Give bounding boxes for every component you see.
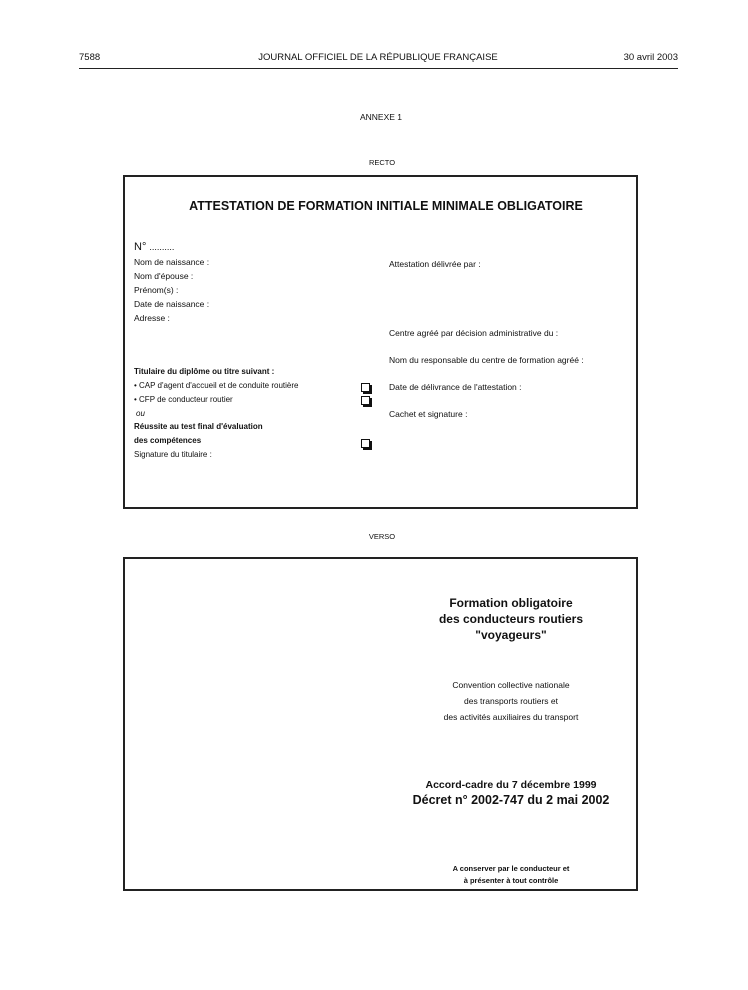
field-issue-date: Date de délivrance de l'attestation : xyxy=(389,382,522,392)
checkbox-cap[interactable] xyxy=(361,383,370,392)
verso-heading-line-1: Formation obligatoire xyxy=(449,596,573,610)
number-label: N° xyxy=(134,241,147,253)
holder-signature: Signature du titulaire : xyxy=(134,450,212,459)
footer-line-2: à présenter à tout contrôle xyxy=(463,876,559,885)
field-approved-center: Centre agréé par décision administrative du : xyxy=(389,328,559,338)
footer-note xyxy=(453,863,570,887)
convention-line-2: des transports routiers et xyxy=(463,696,558,706)
diploma-option-cfp: • CFP de conducteur routier xyxy=(134,395,233,404)
test-line-2: des compétences xyxy=(134,436,202,445)
convention-block xyxy=(444,677,579,725)
recto-card xyxy=(123,175,638,509)
recto-title: ATTESTATION DE FORMATION INITIALE MINIMALE OBLIGATOIRE xyxy=(189,199,583,213)
page-number: 7588 xyxy=(79,52,101,63)
field-stamp-signature: Cachet et signature : xyxy=(389,409,468,419)
annex-title: ANNEXE 1 xyxy=(359,112,403,122)
recto-label: RECTO xyxy=(368,158,396,167)
or-word: ou xyxy=(136,409,145,418)
checkbox-test[interactable] xyxy=(361,439,370,448)
decree-reference: Décret n° 2002-747 du 2 mai 2002 xyxy=(412,793,610,807)
test-line-1: Réussite au test final d'évaluation xyxy=(134,422,263,431)
verso-heading-line-2: des conducteurs routiers xyxy=(438,612,584,626)
number-value: .......... xyxy=(149,242,175,252)
field-issued-by: Attestation délivrée par : xyxy=(389,259,481,269)
verso-label: VERSO xyxy=(368,532,396,541)
field-birth-name: Nom de naissance : xyxy=(134,257,210,267)
accord-cadre: Accord-cadre du 7 décembre 1999 xyxy=(425,779,597,791)
diploma-option-cap: • CAP d'agent d'accueil et de conduite routière xyxy=(134,381,299,390)
field-center-manager: Nom du responsable du centre de formation agréé : xyxy=(389,355,584,365)
verso-heading xyxy=(439,595,583,643)
field-first-names: Prénom(s) : xyxy=(134,285,179,295)
convention-line-3: des activités auxiliaires du transport xyxy=(443,712,579,722)
checkbox-cfp[interactable] xyxy=(361,396,370,405)
journal-title: JOURNAL OFFICIEL DE LA RÉPUBLIQUE FRANÇAISE xyxy=(258,52,498,63)
convention-line-1: Convention collective nationale xyxy=(452,680,570,690)
verso-heading-line-3: "voyageurs" xyxy=(475,628,547,642)
footer-line-1: A conserver par le conducteur et xyxy=(452,864,570,873)
diploma-heading: Titulaire du diplôme ou titre suivant : xyxy=(134,367,275,376)
field-married-name: Nom d'épouse : xyxy=(134,271,194,281)
issue-date: 30 avril 2003 xyxy=(623,52,678,63)
verso-card xyxy=(123,557,638,891)
header-rule xyxy=(79,68,678,69)
field-birth-date: Date de naissance : xyxy=(134,299,210,309)
certificate-number xyxy=(134,241,174,253)
field-address: Adresse : xyxy=(134,313,170,323)
